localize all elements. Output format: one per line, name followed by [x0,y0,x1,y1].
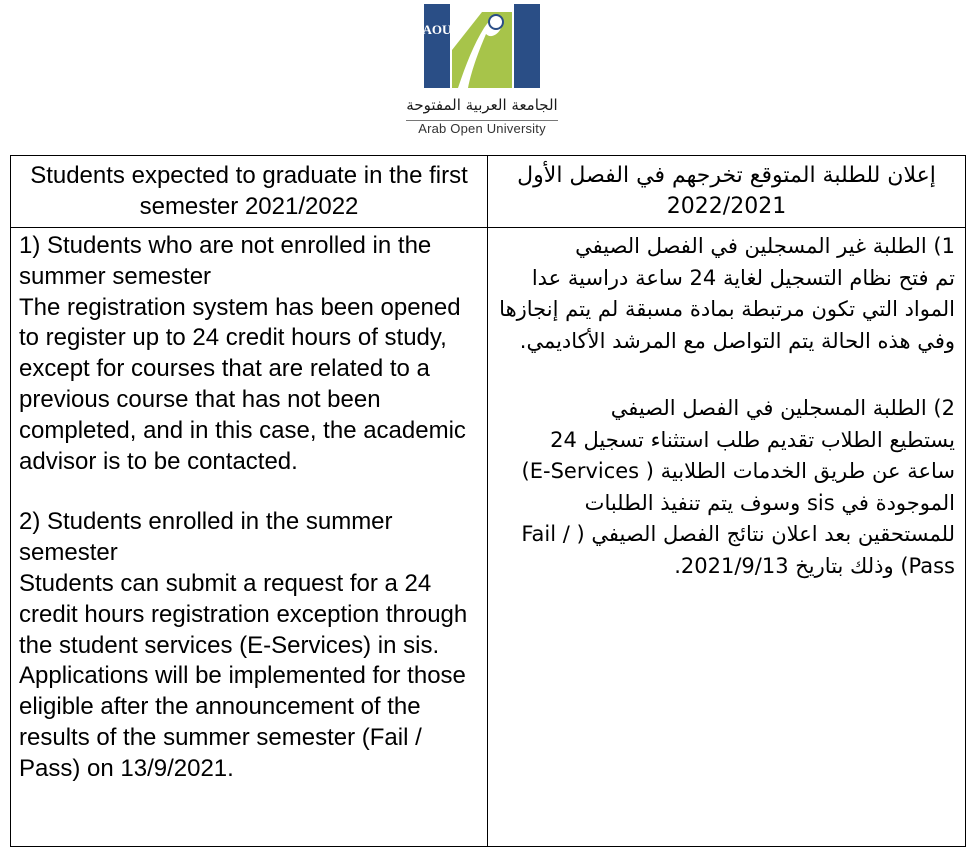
ar-section1-body: تم فتح نظام التسجيل لغاية 24 ساعة دراسية عدا المواد التي تكون مرتبطة بمادة مسبقة لم يتم إنجازها وفي هذه الحالة يتم التواصل مع المرشد الأكاديمي. [499,265,955,353]
body-arabic [488,228,966,847]
announcement-table [10,155,966,847]
aou-emblem-icon [422,4,542,94]
ar-section2-body: يستطيع الطلاب تقديم طلب استثناء تسجيل 24 ساعة عن طريق الخدمات الطلابية ( E-Services) الموجودة في sis وسوف يتم تنفيذ الطلبات للمستحقين بعد اعلان نتائج الفصل الصيفي ( Fail / Pass) وذلك بتاريخ 2021/9/13. [521,427,955,578]
en-section1-title: 1) Students who are not enrolled in the summer semester [19,232,432,290]
header-english [11,156,488,228]
header-english-text: Students expected to graduate in the first semester 2021/2022 [30,162,468,220]
ar-section1-title: 1) الطلبة غير المسجلين في الفصل الصيفي [575,234,955,258]
en-section2-body: Students can submit a request for a 24 credit hours registration exception through the student services (E-Services) in sis. Applications will be implemented for those eligible after the announcement of the results of the summer semester (Fail / Pass) on 13/9/2021. [19,569,468,782]
body-english [11,228,488,847]
university-logo [404,4,560,138]
logo-letter-a: AOU [422,22,452,37]
ar-section2-title: 2) الطلبة المسجلين في الفصل الصيفي [610,396,955,420]
spacer [19,477,479,507]
en-section2-title: 2) Students enrolled in the summer semester [19,508,393,567]
en-section1-body: The registration system has been opened to register up to 24 credit hours of study, except for courses that are related to a previous course that has not been completed, and in this case, the academic advisor is to be contacted. [19,293,466,475]
spacer [496,357,955,393]
table-body-row [11,228,966,847]
logo-english-name: Arab Open University [418,121,546,136]
table-header-row [11,156,966,228]
logo-arabic-name: الجامعة العربية المفتوحة [406,96,558,114]
header-arabic-line2: 2022/2021 [666,194,787,219]
header-arabic-line1: إعلان للطلبة المتوقع تخرجهم في الفصل الأول [517,163,936,188]
header-arabic [488,156,966,228]
